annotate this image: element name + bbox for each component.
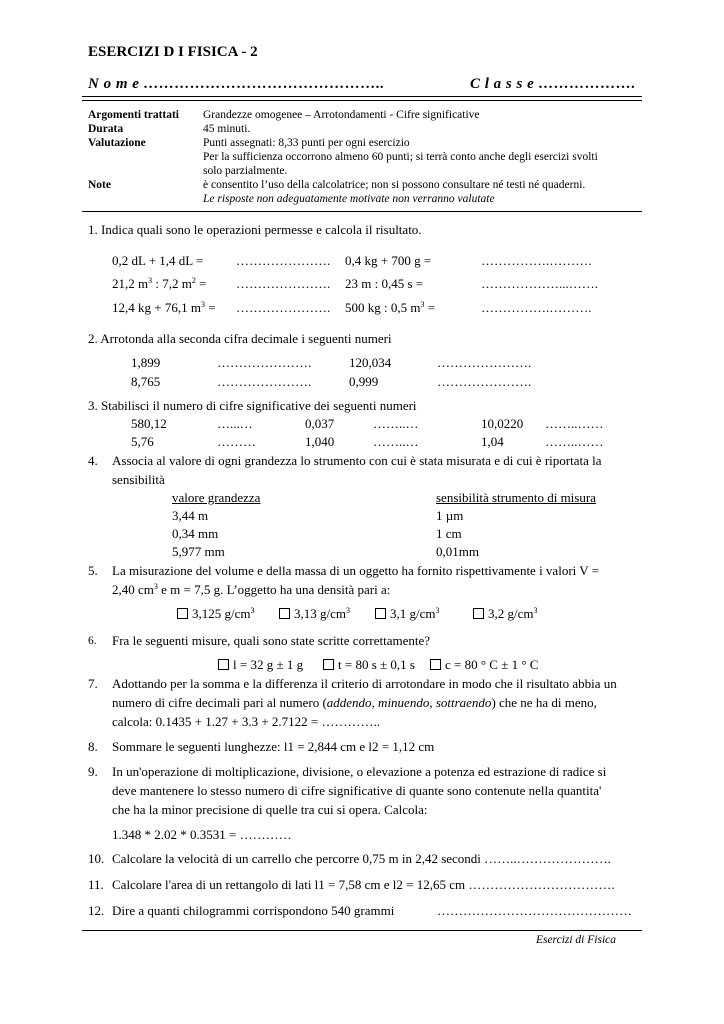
- q11-text: Calcolare l'area di un rettangolo di lati l1 = 7,58 cm e l2 = 12,65 cm …………………………….: [112, 877, 615, 892]
- checkbox-icon: [430, 659, 441, 670]
- q3-n3: 10,0220: [481, 416, 524, 431]
- q3-n4: 5,76: [131, 434, 154, 449]
- q3-d3: ……..……: [545, 416, 604, 431]
- info-valutazione-value-2: Per la sufficienza occorrono almeno 60 punti; si terrà conto anche degli esercizi svolti: [203, 151, 598, 163]
- footer-rule: [82, 930, 642, 931]
- q6-text: Fra le seguenti misure, quali sono state scritte correttamente?: [112, 633, 431, 648]
- checkbox-icon: [279, 608, 290, 619]
- q4-header-sensibilita: sensibilità strumento di misura: [436, 490, 596, 505]
- info-note-value-1: è consentito l’uso della calcolatrice; non si possono consultare né testi né quaderni.: [203, 179, 586, 191]
- q10-text: Calcolare la velocità di un carrello che percorre 0,75 m in 2,42 secondi ……..………………….: [112, 851, 611, 866]
- q7-text-3: calcola: 0.1435 + 1.27 + 3.3 + 2.7122 = …………..: [112, 714, 380, 729]
- info-durata-value: 45 minuti.: [203, 123, 251, 135]
- q2-text: 2. Arrotonda alla seconda cifra decimale i seguenti numeri: [88, 331, 392, 346]
- q1-r3a: 12,4 kg + 76,1 $m^3$ =: [112, 300, 216, 315]
- q3-text: 3. Stabilisci il numero di cifre significative dei seguenti numeri: [88, 398, 417, 413]
- q7-text-2: numero di cifre decimali pari al numero (addendo, minuendo, sottraendo) che ne ha di meno,: [112, 695, 597, 710]
- q3-d4: ………: [217, 434, 256, 449]
- q4-text-2: sensibilità: [112, 472, 165, 487]
- q3-n1: 580,12: [131, 416, 167, 431]
- info-valutazione-label: Valutazione: [88, 137, 146, 149]
- q7-text-1: Adottando per la somma e la differenza il criterio di arrotondare in modo che il risultato abbia un: [112, 676, 617, 691]
- q3-n5: 1,040: [305, 434, 335, 449]
- q2-n1: 1,899: [131, 355, 161, 370]
- info-valutazione-value-1: Punti assegnati: 8,33 punti per ogni esercizio: [203, 137, 410, 149]
- q4-num: 4.: [88, 453, 98, 468]
- footer-text: Esercizi di Fisica: [535, 934, 616, 946]
- q5-text-1: La misurazione del volume e della massa di un oggetto ha fornito rispettivamente i valori V =: [112, 563, 600, 578]
- q3-d2: ……..…: [373, 416, 419, 431]
- q6-option-1[interactable]: l = 32 g ± 1 g: [218, 657, 303, 673]
- q8-text: Sommare le seguenti lunghezze: l1 = 2,844 cm e l2 = 1,12 cm: [112, 739, 435, 754]
- q12-dots: ………………………………………: [437, 903, 632, 918]
- checkbox-icon: [375, 608, 386, 619]
- q3-n2: 0,037: [305, 416, 335, 431]
- classe-field: C l a s s e ……………….: [470, 76, 636, 92]
- q4-s2: 1 cm: [436, 526, 462, 541]
- q2-n2: 120,034: [349, 355, 392, 370]
- q9-num: 9.: [88, 764, 98, 779]
- q12-text: Dire a quanti chilogrammi corrispondono 540 grammi: [112, 903, 395, 918]
- q2-dots-1: ………………….: [217, 355, 312, 370]
- q1-r2b-dots: ………………...…….: [481, 276, 598, 291]
- q1-r1a-dots: ………………….: [236, 253, 331, 268]
- checkbox-icon: [177, 608, 188, 619]
- q2-n4: 0,999: [349, 374, 379, 389]
- q8-num: 8.: [88, 739, 98, 754]
- q1-r3b: 500 kg : 0,5 $m^3$ =: [345, 300, 436, 315]
- q9-text-3: che ha la minor precisione di quelle tra cui si opera. Calcola:: [112, 802, 428, 817]
- q2-dots-3: ………………….: [217, 374, 312, 389]
- header-rule-bottom: [82, 100, 642, 101]
- q5-option-2[interactable]: 3,13 $g/cm^3$: [279, 606, 350, 622]
- q1-r2a-dots: ………………….: [236, 276, 331, 291]
- q5-option-4[interactable]: 3,2 $g/cm^3$: [473, 606, 538, 622]
- q5-text-2: 2,40 $cm^3$ e m = 7,5 g. L’oggetto ha una densità pari a:: [112, 582, 391, 597]
- q3-d5: ……..…: [373, 434, 419, 449]
- page-title: ESERCIZI D I FISICA - 2: [88, 44, 258, 60]
- q1-r1b-dots: …………….……….: [481, 253, 592, 268]
- q1-r2b: 23 m : 0,45 s =: [345, 276, 424, 291]
- q6-num: 6.: [88, 635, 97, 647]
- q12-num: 12.: [88, 903, 105, 918]
- q5-option-1[interactable]: 3,125 $g/cm^3$: [177, 606, 255, 622]
- q2-dots-2: ………………….: [437, 355, 532, 370]
- q4-v2: 0,34 mm: [172, 526, 219, 541]
- q2-n3: 8,765: [131, 374, 161, 389]
- q4-s3: 0,01mm: [436, 544, 479, 559]
- q6-option-2[interactable]: t = 80 s ± 0,1 s: [323, 657, 415, 673]
- q5-option-3[interactable]: 3,1 $g/cm^3$: [375, 606, 440, 622]
- q7-num: 7.: [88, 676, 98, 691]
- info-durata-label: Durata: [88, 123, 124, 135]
- q9-calc: 1.348 * 2.02 * 0.3531 = …………: [112, 827, 292, 842]
- header-rule-top: [82, 96, 642, 97]
- checkbox-icon: [323, 659, 334, 670]
- q1-r3b-dots: …………….……….: [481, 300, 592, 315]
- q4-text-1: Associa al valore di ogni grandezza lo strumento con cui è stata misurata e di cui è riportata la: [112, 453, 602, 468]
- q3-n6: 1,04: [481, 434, 504, 449]
- q4-v1: 3,44 m: [172, 508, 209, 523]
- q2-dots-4: ………………….: [437, 374, 532, 389]
- q3-d1: …...…: [217, 416, 253, 431]
- q1-r1b: 0,4 kg + 700 g =: [345, 253, 432, 268]
- info-argomenti-label: Argomenti trattati: [88, 109, 180, 121]
- q1-r1a: 0,2 dL + 1,4 dL =: [112, 253, 204, 268]
- info-argomenti-value: Grandezze omogenee – Arrotondamenti - Cifre significative: [203, 109, 480, 121]
- q4-s1: 1 µm: [436, 508, 464, 523]
- nome-field: N o m e ………………………………………..: [88, 76, 385, 92]
- q9-text-1: In un'operazione di moltiplicazione, divisione, o elevazione a potenza ed estrazione di radice si: [112, 764, 607, 779]
- q1-r3a-dots: ………………….: [236, 300, 331, 315]
- q9-text-2: deve mantenere lo stesso numero di cifre significative di quante sono contenute nella quantita': [112, 783, 602, 798]
- q4-header-valore: valore grandezza: [172, 490, 261, 505]
- checkbox-icon: [218, 659, 229, 670]
- q10-num: 10.: [88, 851, 105, 866]
- info-rule: [82, 211, 642, 212]
- q5-num: 5.: [88, 563, 98, 578]
- q3-d6: ……..……: [545, 434, 604, 449]
- q4-v3: 5,977 mm: [172, 544, 225, 559]
- info-valutazione-value-3: solo parzialmente.: [203, 165, 288, 177]
- info-note-label: Note: [88, 179, 111, 191]
- info-note-value-2: Le risposte non adeguatamente motivate non verranno valutate: [203, 193, 495, 205]
- q11-num: 11.: [88, 877, 104, 892]
- q1-r2a: 21,2 $m^3$ : 7,2 $m^2$ =: [112, 276, 207, 291]
- q6-option-3[interactable]: c = 80 ° C ± 1 ° C: [430, 657, 538, 673]
- q1-text: 1. Indica quali sono le operazioni permesse e calcola il risultato.: [88, 222, 422, 237]
- checkbox-icon: [473, 608, 484, 619]
